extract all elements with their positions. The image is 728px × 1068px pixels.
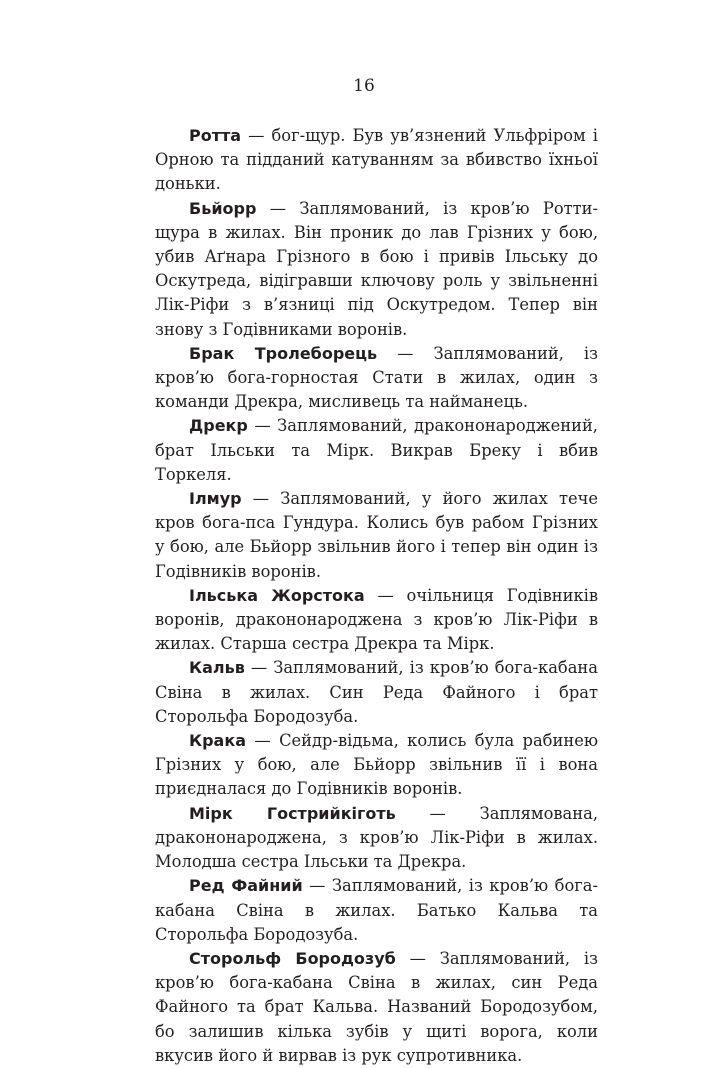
entry-name: Бьйорр bbox=[189, 198, 257, 218]
glossary-entry bbox=[155, 947, 598, 1068]
entry-name: Ротта bbox=[189, 126, 242, 145]
entry-name: Ред Файний bbox=[189, 876, 303, 896]
glossary-entry bbox=[155, 197, 598, 342]
entry-description: — Заплямований, із кров’ю Ротти-щура в жилах. Він проник до лав Грізних у бою, убив Аґнара Грізного в бою і привів Ільську до Оскутреда, відігравши ключову роль у звільненні Лік-Ріфи з в’язниці під Оскутредом. Тепер він знову з Годівниками воронів. bbox=[155, 198, 598, 339]
entry-description: — Заплямований, із кров’ю бога-кабана Свіна в жилах. Син Реда Файного і брат Сторольфа Бородозуба. bbox=[155, 658, 598, 726]
entry-description: — бог-щур. Був ув’язнений Ульфріром і Орною та підданий катуванням за вбивство їхньої доньки. bbox=[155, 126, 598, 194]
glossary-entry bbox=[155, 802, 598, 875]
entry-description: — Заплямований, із кров’ю бога-горностая Стати в жилах, один з команди Дрекра, мисливець та найманець. bbox=[155, 343, 599, 412]
glossary-entries bbox=[155, 124, 598, 1068]
glossary-entry bbox=[155, 656, 598, 729]
entry-name: Кальв bbox=[189, 658, 245, 678]
entry-description: — очільниця Годівників воронів, дракононароджена з кров’ю Лік-Ріфи в жилах. Старша сестра Дрекра та Мірк. bbox=[155, 585, 598, 654]
entry-description: — Заплямований, дракононароджений, брат Ільськи та Мірк. Викрав Бреку і вбив Торкеля. bbox=[155, 416, 598, 484]
entry-name: Ільська Жорстока bbox=[189, 585, 365, 605]
glossary-entry bbox=[155, 874, 598, 947]
entry-description: — Заплямований, із кров’ю бога-кабана Свіна в жилах. Батько Кальва та Сторольфа Бородозуба. bbox=[155, 876, 598, 944]
entry-name: Сторольф Бородозуб bbox=[189, 948, 396, 968]
glossary-entry bbox=[155, 414, 598, 487]
glossary-entry bbox=[155, 729, 598, 802]
entry-name: Брак Тролеборець bbox=[189, 343, 378, 363]
entry-description: — Заплямований, із кров’ю бога-кабана Свіна в жилах, син Реда Файного та брат Кальва. Названий Бородозубом, бо залишив кілька зубів у щиті ворога, коли вкусив його й вирвав із рук супротивника. bbox=[155, 948, 598, 1065]
entry-description: — Заплямований, у його жилах тече кров бога-пса Гундура. Колись був рабом Грізних у бою, але Бьйорр звільнив його і тепер він один із Годівників воронів. bbox=[155, 489, 598, 581]
glossary-entry bbox=[155, 342, 598, 415]
entry-description: — Сейдр-відьма, колись була рабинею Грізних у бою, але Бьйорр звільнив її і вона приєдналася до Годівників воронів. bbox=[155, 731, 598, 799]
glossary-entry bbox=[155, 584, 598, 657]
entry-description: — Заплямована, дракононароджена, з кров’ю Лік-Ріфи в жилах. Молодша сестра Ільськи та Дрекра. bbox=[155, 803, 598, 872]
entry-name: Дрекр bbox=[189, 416, 248, 436]
glossary-entry bbox=[155, 487, 598, 584]
entry-name: Мірк Гострийкіготь bbox=[189, 803, 396, 823]
entry-name: Крака bbox=[189, 731, 246, 751]
page-number: 16 bbox=[353, 76, 375, 96]
entry-name: Ілмур bbox=[189, 489, 242, 509]
glossary-entry bbox=[155, 124, 598, 197]
